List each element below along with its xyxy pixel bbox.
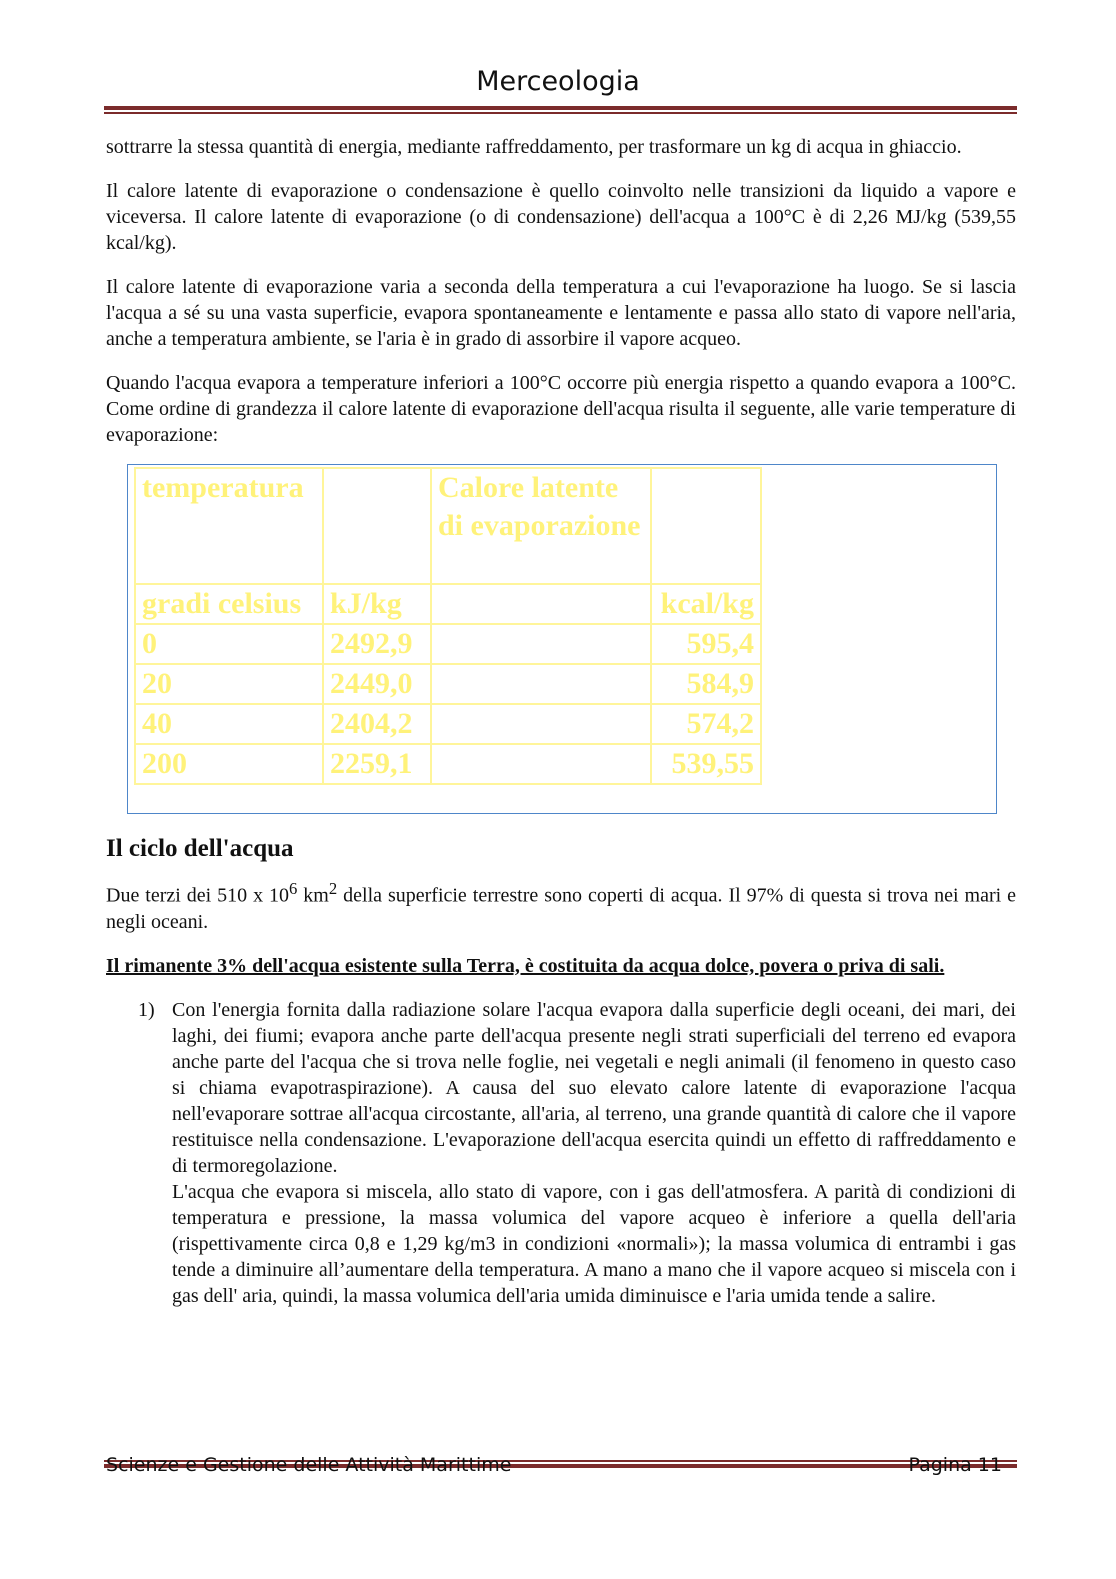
table-cell: 0 [135,624,323,664]
section-intro [106,876,1016,935]
table-cell: 574,2 [651,704,761,744]
emphasis-paragraph: Il rimanente 3% dell'acqua esistente sulla Terra, è costituita da acqua dolce, povera o priva di sali. [106,954,945,977]
table-cell: 2449,0 [323,664,431,704]
list-item-number: 1) [138,998,155,1021]
footer-page-number: Pagina 11 [908,1454,1002,1476]
paragraph: Quando l'acqua evapora a temperature inferiori a 100°C occorre più energia rispetto a quando evapora a 100°C. Come ordine di grandezza il calore latente di evaporazione dell'acqua risulta il seguente, alle varie temperature di evaporazione: [106,372,1016,446]
paragraph: sottrarre la stessa quantità di energia, mediante raffreddamento, per trasformare un kg di acqua in ghiaccio. [106,136,962,158]
paragraph: Il calore latente di evaporazione o condensazione è quello coinvolto nelle transizioni da liquido a vapore e viceversa. Il calore latente di evaporazione (o di condensazione) dell'acqua a 100°C è di 2,26 MJ/kg (539,55 kcal/kg). [106,180,1016,254]
list-item [106,997,1016,1309]
table-header-cell: Calore latente di evaporazione [431,468,651,584]
table-header-cell [323,468,431,584]
table-header-cell: temperatura [135,468,323,584]
table-cell [431,624,651,664]
table-cell: 200 [135,744,323,784]
section-heading: Il ciclo dell'acqua [106,835,294,862]
intro-text: Due terzi dei 510 x 10 [106,884,290,907]
table-row [135,664,761,704]
latent-heat-table [134,467,762,785]
paragraph: Il calore latente di evaporazione varia a seconda della temperatura a cui l'evaporazione ha luogo. Se si lascia l'acqua a sé su una vasta superficie, evapora spontaneamente e lentamente e passa allo stato di vapore nell'aria, anche a temperatura ambiente, se l'aria è in grado di assorbire il vapore acqueo. [106,276,1016,350]
latent-heat-table-frame [127,464,997,814]
table-cell: 595,4 [651,624,761,664]
page-body [106,134,1016,1309]
table-cell: 2259,1 [323,744,431,784]
table-cell [431,744,651,784]
table-row [135,704,761,744]
table-cell: 40 [135,704,323,744]
footer-course-name: Scienze e Gestione delle Attività Marittime [106,1454,512,1476]
table-cell [431,664,651,704]
table-cell: kJ/kg [323,584,431,624]
table-cell [431,584,651,624]
table-subheader-row [135,584,761,624]
intro-superscript: 6 [289,879,298,898]
intro-text: km [297,884,329,907]
table-cell: 2492,9 [323,624,431,664]
table-cell: 539,55 [651,744,761,784]
table-cell: 584,9 [651,664,761,704]
table-row [135,744,761,784]
intro-text: della superficie terrestre sono coperti di acqua. Il 97% di questa si trova nei mari e negli oceani. [106,884,1017,933]
intro-superscript: 2 [328,879,338,898]
table-cell: gradi celsius [135,584,323,624]
table-cell [431,704,651,744]
table-header-row [135,468,761,584]
page-header-title: Merceologia [476,66,640,97]
list-item-text: Con l'energia fornita dalla radiazione solare l'acqua evapora dalla superficie degli oceani, dei mari, dei laghi, dei fiumi; evapora anche parte dell'acqua presente negli strati superficiali del terreno ed evapora anche parte del l'acqua che si trova nelle foglie, nei vegetali e negli animali (il fenomeno in questo caso si chiama evapotraspirazione). A causa del suo elevato calore latente di evaporazione l'acqua nell'evaporare sottrae all'acqua circostante, all'aria, al terreno, una grande quantità di calore che il vapore restituisce nella condensazione. L'evaporazione dell'acqua esercita quindi un effetto di raffreddamento e di termoregolazione. [172,998,1016,1177]
table-cell: 2404,2 [323,704,431,744]
header-divider [104,106,1017,114]
table-cell: 20 [135,664,323,704]
table-row [135,624,761,664]
table-header-cell [651,468,761,584]
list-item-text: L'acqua che evapora si miscela, allo stato di vapore, con i gas dell'atmosfera. A parità di condizioni di temperatura e pressione, la massa volumica del vapore acqueo è inferiore a quella dell'aria (rispettivamente circa 0,8 e 1,29 kg/m3 in condizioni «normali»); la massa volumica di entrambi i gas tende a diminuire all’aumentare della temperatura. A mano a mano che il vapore acqueo si miscela con i gas dell' aria, quindi, la massa volumica dell'aria umida diminuisce e l'aria umida tende a salire. [172,1180,1016,1307]
table-cell: kcal/kg [651,584,761,624]
